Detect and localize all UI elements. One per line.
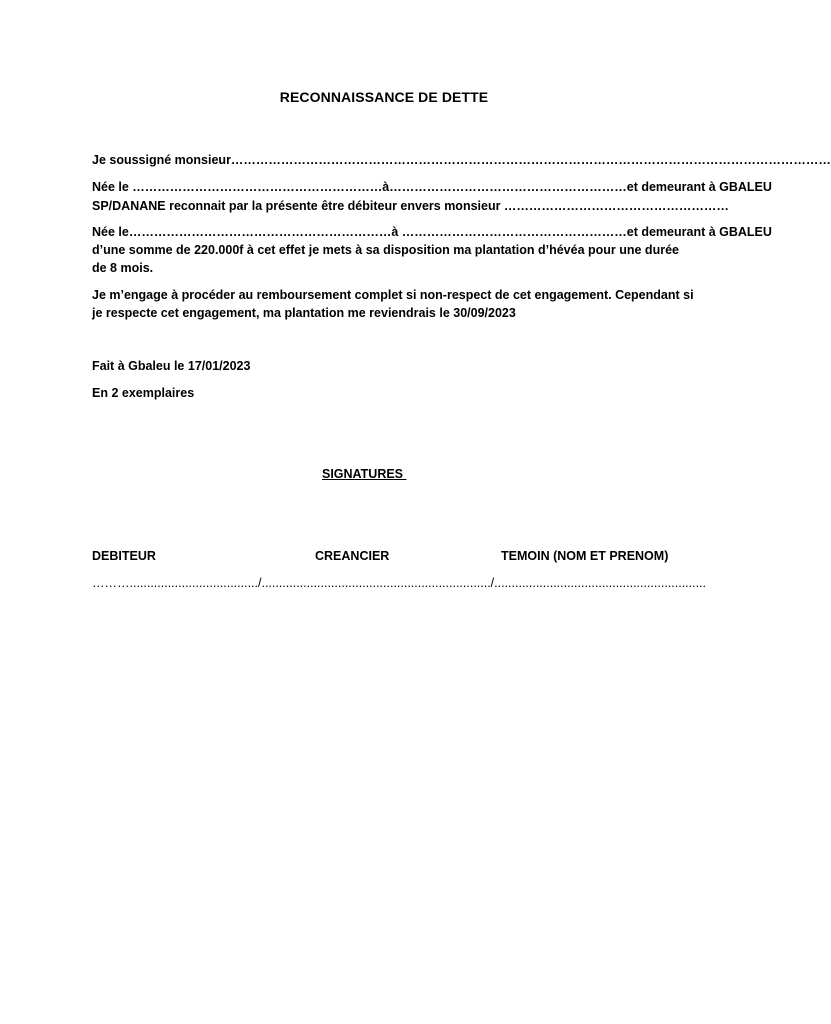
debiteur-label: DEBITEUR <box>92 549 156 563</box>
somme-line: d’une somme de 220.000f à cet effet je mets à sa disposition ma plantation d’hévéa pour une durée <box>92 243 679 257</box>
fait-a-line: Fait à Gbaleu le 17/01/2023 <box>92 359 251 373</box>
exemplaires-line: En 2 exemplaires <box>92 386 195 400</box>
soussigne-line: Je soussigné monsieur……………………………………………………………………………………………………………………………… <box>92 153 831 167</box>
duree-line: de 8 mois. <box>92 261 154 275</box>
signatures-heading: SIGNATURES <box>322 467 407 481</box>
document-title: RECONNAISSANCE DE DETTE <box>279 89 489 105</box>
creancier-label: CREANCIER <box>315 549 390 563</box>
nee-line-1a: Née le ……………………………………………………à…………………………………………………et demeurant à GBALEU <box>92 180 772 194</box>
nee-line-1b: SP/DANANE reconnait par la présente être débiteur envers monsieur ……………………………………………… <box>92 199 729 213</box>
nee-line-2a: Née le………………………………………………………à ………………………………………………et demeurant à GBALEU <box>92 225 772 239</box>
engage-line-b: je respecte cet engagement, ma plantation me reviendrais le 30/09/2023 <box>92 306 516 320</box>
engage-line-a: Je m’engage à procéder au remboursement complet si non-respect de cet engagement. Cependant si <box>92 288 694 302</box>
signature-dots-line: ………...................................../................................................................../............................................................. <box>92 576 707 590</box>
temoin-label: TEMOIN (NOM ET PRENOM) <box>501 549 669 563</box>
